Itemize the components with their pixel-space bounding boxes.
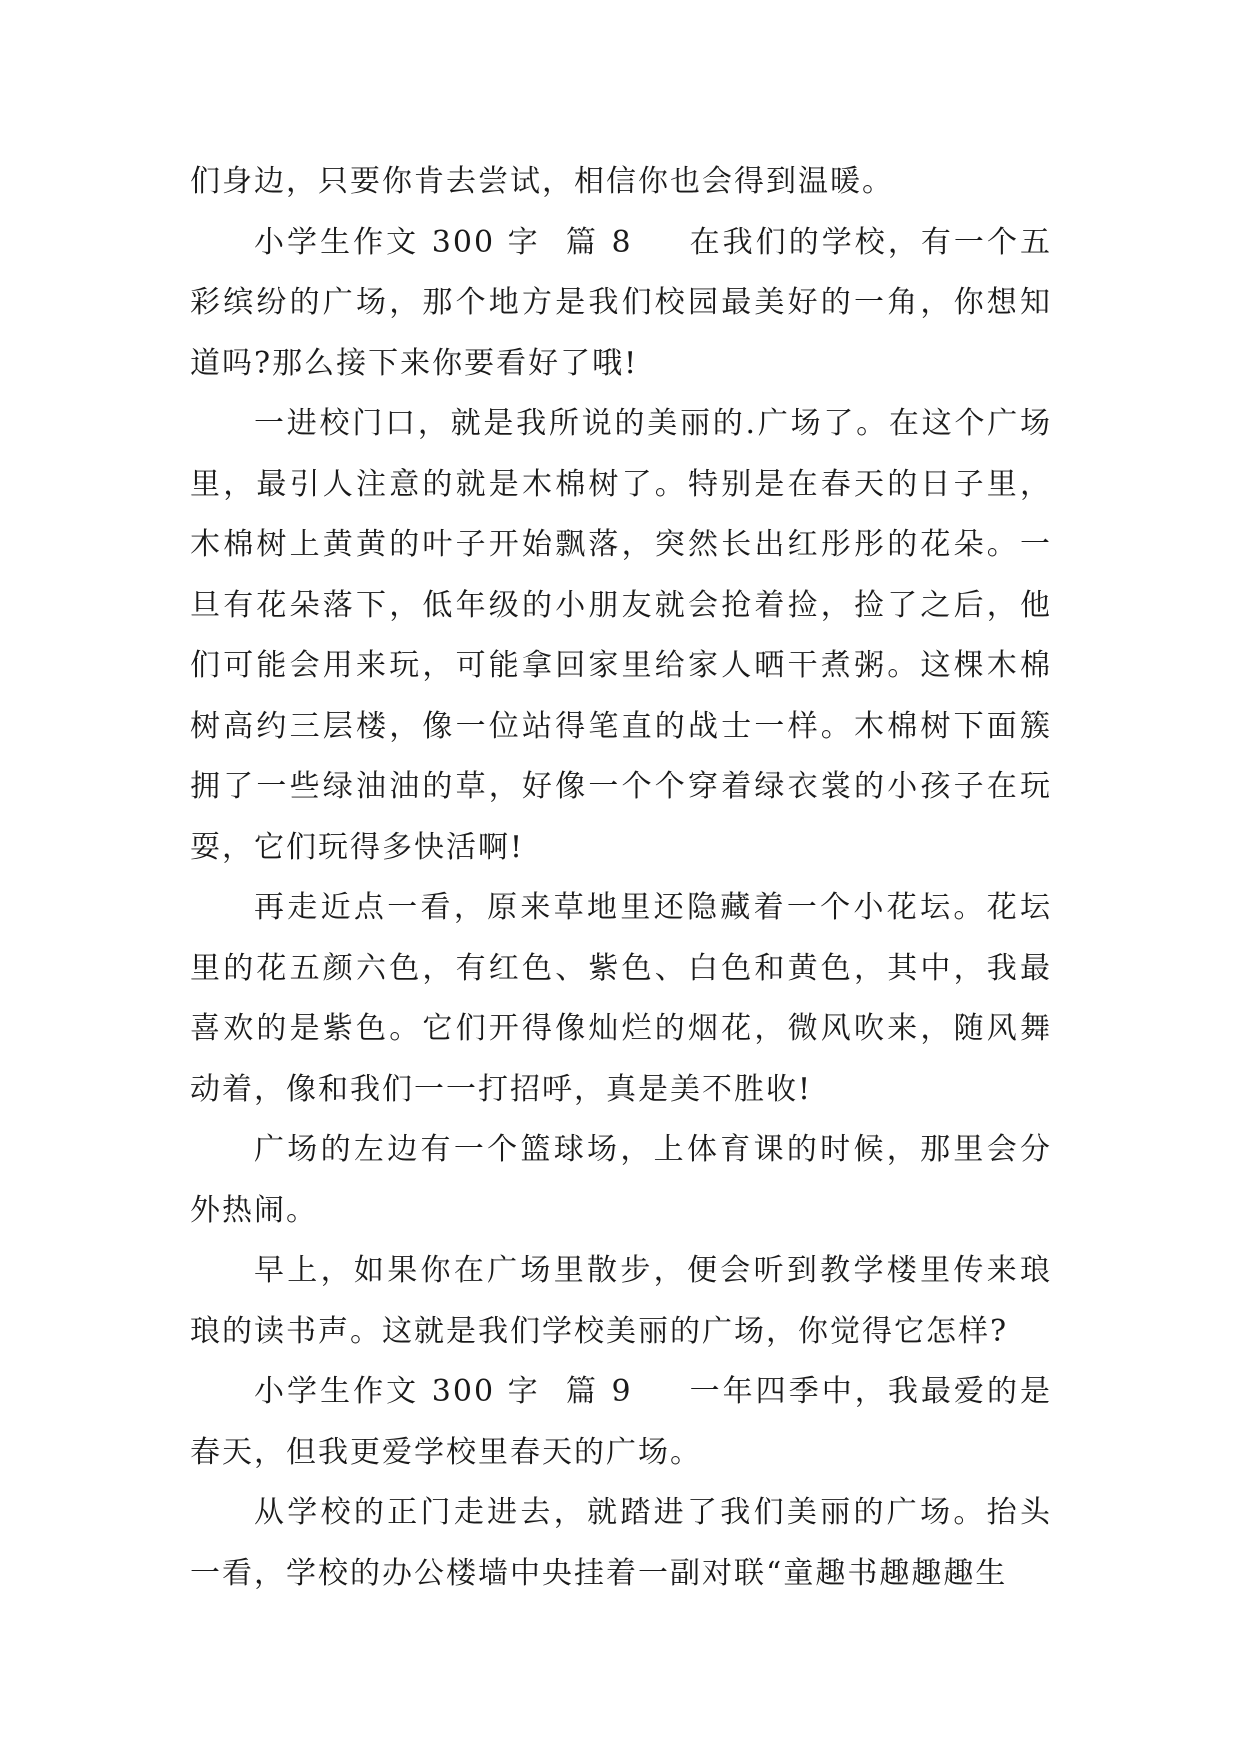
paragraph-text: 在我们的学校，有一个五彩缤纷的广场，那个地方是我们校园最美好的一角，你想知道吗?那么接下来你要看好了哦!: [190, 224, 1053, 381]
paragraph-text: 一年四季中，我最爱的是春天，但我更爱学校里春天的广场。: [190, 1374, 1053, 1470]
essay-body: [190, 152, 1052, 1604]
essay-heading-8: 小学生作文 300 字 篇 8: [254, 224, 633, 260]
paragraph-main-gate: 从学校的正门走进去，就踏进了我们美丽的广场。抬头一看，学校的办公楼墙中央挂着一副对联“童趣书趣趣趣生: [190, 1495, 1052, 1591]
essay-heading-9: 小学生作文 300 字 篇 9: [254, 1374, 633, 1409]
paragraph-kapok-tree: 一进校门口，就是我所说的美丽的.广场了。在这个广场里，最引人注意的就是木棉树了。特别是在春天的日子里，木棉树上黄黄的叶子开始飘落，突然长出红彤彤的花朵。一旦有花朵落下，低年级的小朋友就会抢着捡，捡了之后，他们可能会用来玩，可能拿回家里给家人晒干煮粥。这棵木棉树高约三层楼，像一位站得笔直的战士一样。木棉树下面簇拥了一些绿油油的草，好像一个个穿着绿衣裳的小孩子在玩耍，它们玩得多快活啊!: [190, 406, 1052, 865]
paragraph-essay-8-intro: [190, 213, 1052, 395]
paragraph-morning: 早上，如果你在广场里散步，便会听到教学楼里传来琅琅的读书声。这就是我们学校美丽的广场，你觉得它怎样?: [190, 1253, 1052, 1349]
paragraph-essay-9-intro: [190, 1362, 1052, 1483]
paragraph-basketball-court: 广场的左边有一个篮球场，上体育课的时候，那里会分外热闹。: [190, 1132, 1052, 1228]
paragraph-continuation: 们身边，只要你肯去尝试，相信你也会得到温暖。: [190, 164, 894, 199]
paragraph-flower-bed: 再走近点一看，原来草地里还隐藏着一个小花坛。花坛里的花五颜六色，有红色、紫色、白色和黄色，其中，我最喜欢的是紫色。它们开得像灿烂的烟花，微风吹来，随风舞动着，像和我们一一打招呼，真是美不胜收!: [190, 890, 1052, 1107]
